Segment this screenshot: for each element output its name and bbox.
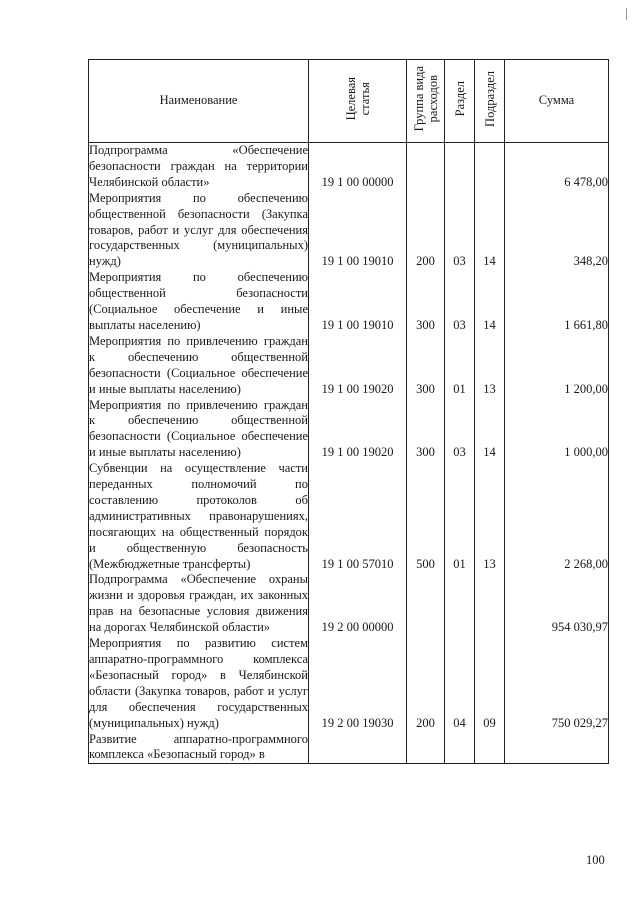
row-group: 300 bbox=[407, 398, 445, 462]
row-section bbox=[445, 732, 475, 764]
header-group-label: Группа вида расходов bbox=[411, 65, 440, 132]
row-subsection: 14 bbox=[475, 270, 505, 334]
budget-table bbox=[88, 59, 609, 764]
row-target-code: 19 1 00 19020 bbox=[309, 398, 407, 462]
row-group: 300 bbox=[407, 334, 445, 398]
row-sum: 1 200,00 bbox=[505, 334, 609, 398]
header-subsection-label: Подраздел bbox=[482, 70, 497, 127]
table-row bbox=[89, 398, 609, 462]
row-target-code: 19 1 00 57010 bbox=[309, 461, 407, 572]
row-sum bbox=[505, 732, 609, 764]
row-group bbox=[407, 732, 445, 764]
row-name: Субвенции на осуществление части переданных полномочий по составлению протоколов об административных правонарушениях, посягающих на общественный порядок и общественную безопасность (Межбюджетные трансферты) bbox=[89, 461, 308, 571]
row-target-code: 19 1 00 19020 bbox=[309, 334, 407, 398]
row-section: 04 bbox=[445, 636, 475, 731]
row-sum: 954 030,97 bbox=[505, 572, 609, 636]
row-target-code: 19 1 00 19010 bbox=[309, 270, 407, 334]
row-name: Развитие аппаратно-программного комплекса «Безопасный город» в bbox=[89, 732, 309, 764]
row-subsection bbox=[475, 572, 505, 636]
row-subsection bbox=[475, 143, 505, 191]
header-sum: Сумма bbox=[505, 60, 609, 143]
row-sum: 750 029,27 bbox=[505, 636, 609, 731]
table-row bbox=[89, 572, 609, 636]
row-group: 300 bbox=[407, 270, 445, 334]
table-header-row bbox=[89, 60, 609, 143]
table-row bbox=[89, 636, 609, 731]
row-group: 200 bbox=[407, 636, 445, 731]
row-section: 01 bbox=[445, 334, 475, 398]
row-sum: 1 661,80 bbox=[505, 270, 609, 334]
row-section bbox=[445, 143, 475, 191]
row-group bbox=[407, 143, 445, 191]
row-name: Мероприятия по развитию систем аппаратно-программного комплекса «Безопасный город» в Челябинской области (Закупка товаров, работ и услуг для обеспечения государственных (муниципальных) нужд) bbox=[89, 636, 308, 730]
row-sum: 6 478,00 bbox=[505, 143, 609, 191]
table-row bbox=[89, 334, 609, 398]
row-name: Подпрограмма «Обеспечение охраны жизни и здоровья граждан, их законных прав на безопасные условия движения на дорогах Челябинской области» bbox=[89, 572, 308, 635]
row-subsection: 09 bbox=[475, 636, 505, 731]
row-group bbox=[407, 572, 445, 636]
scan-edge-mark bbox=[626, 8, 627, 20]
row-section: 01 bbox=[445, 461, 475, 572]
row-target-code: 19 1 00 00000 bbox=[309, 143, 407, 191]
row-section: 03 bbox=[445, 398, 475, 462]
row-sum: 1 000,00 bbox=[505, 398, 609, 462]
row-target-code: 19 1 00 19010 bbox=[309, 191, 407, 271]
table-row bbox=[89, 732, 609, 764]
header-target-label: Целевая статья bbox=[343, 76, 372, 121]
header-subsection bbox=[475, 60, 505, 143]
row-name: Подпрограмма «Обеспечение безопасности граждан на территории Челябинской области» bbox=[89, 143, 308, 189]
row-target-code bbox=[309, 732, 407, 764]
row-sum: 348,20 bbox=[505, 191, 609, 271]
header-section-label: Раздел bbox=[452, 80, 467, 117]
row-subsection: 14 bbox=[475, 398, 505, 462]
row-subsection: 13 bbox=[475, 334, 505, 398]
header-target-article bbox=[309, 60, 407, 143]
header-section bbox=[445, 60, 475, 143]
row-name: Мероприятия по привлечению граждан к обеспечению общественной безопасности (Социальное обеспечение и иные выплаты населению) bbox=[89, 333, 308, 396]
row-name: Мероприятия по обеспечению общественной безопасности (Закупка товаров, работ и услуг для обеспечения государственных (муниципальных) нужд) bbox=[89, 190, 308, 269]
row-sum: 2 268,00 bbox=[505, 461, 609, 572]
row-section: 03 bbox=[445, 191, 475, 271]
table-row bbox=[89, 191, 609, 271]
row-name: Мероприятия по обеспечению общественной безопасности (Социальное обеспечение и иные выплаты населению) bbox=[89, 270, 308, 332]
row-target-code: 19 2 00 00000 bbox=[309, 572, 407, 636]
row-group: 500 bbox=[407, 461, 445, 572]
row-section: 03 bbox=[445, 270, 475, 334]
row-section bbox=[445, 572, 475, 636]
table-row bbox=[89, 270, 609, 334]
row-subsection bbox=[475, 732, 505, 764]
table-row bbox=[89, 461, 609, 572]
header-name: Наименование bbox=[89, 60, 309, 143]
page-number: 100 bbox=[586, 853, 605, 867]
table-row bbox=[89, 143, 609, 191]
row-group: 200 bbox=[407, 191, 445, 271]
row-target-code: 19 2 00 19030 bbox=[309, 636, 407, 731]
row-subsection: 14 bbox=[475, 191, 505, 271]
header-expense-group bbox=[407, 60, 445, 143]
row-subsection: 13 bbox=[475, 461, 505, 572]
row-name: Мероприятия по привлечению граждан к обеспечению общественной безопасности (Социальное обеспечение и иные выплаты населению) bbox=[89, 397, 308, 460]
